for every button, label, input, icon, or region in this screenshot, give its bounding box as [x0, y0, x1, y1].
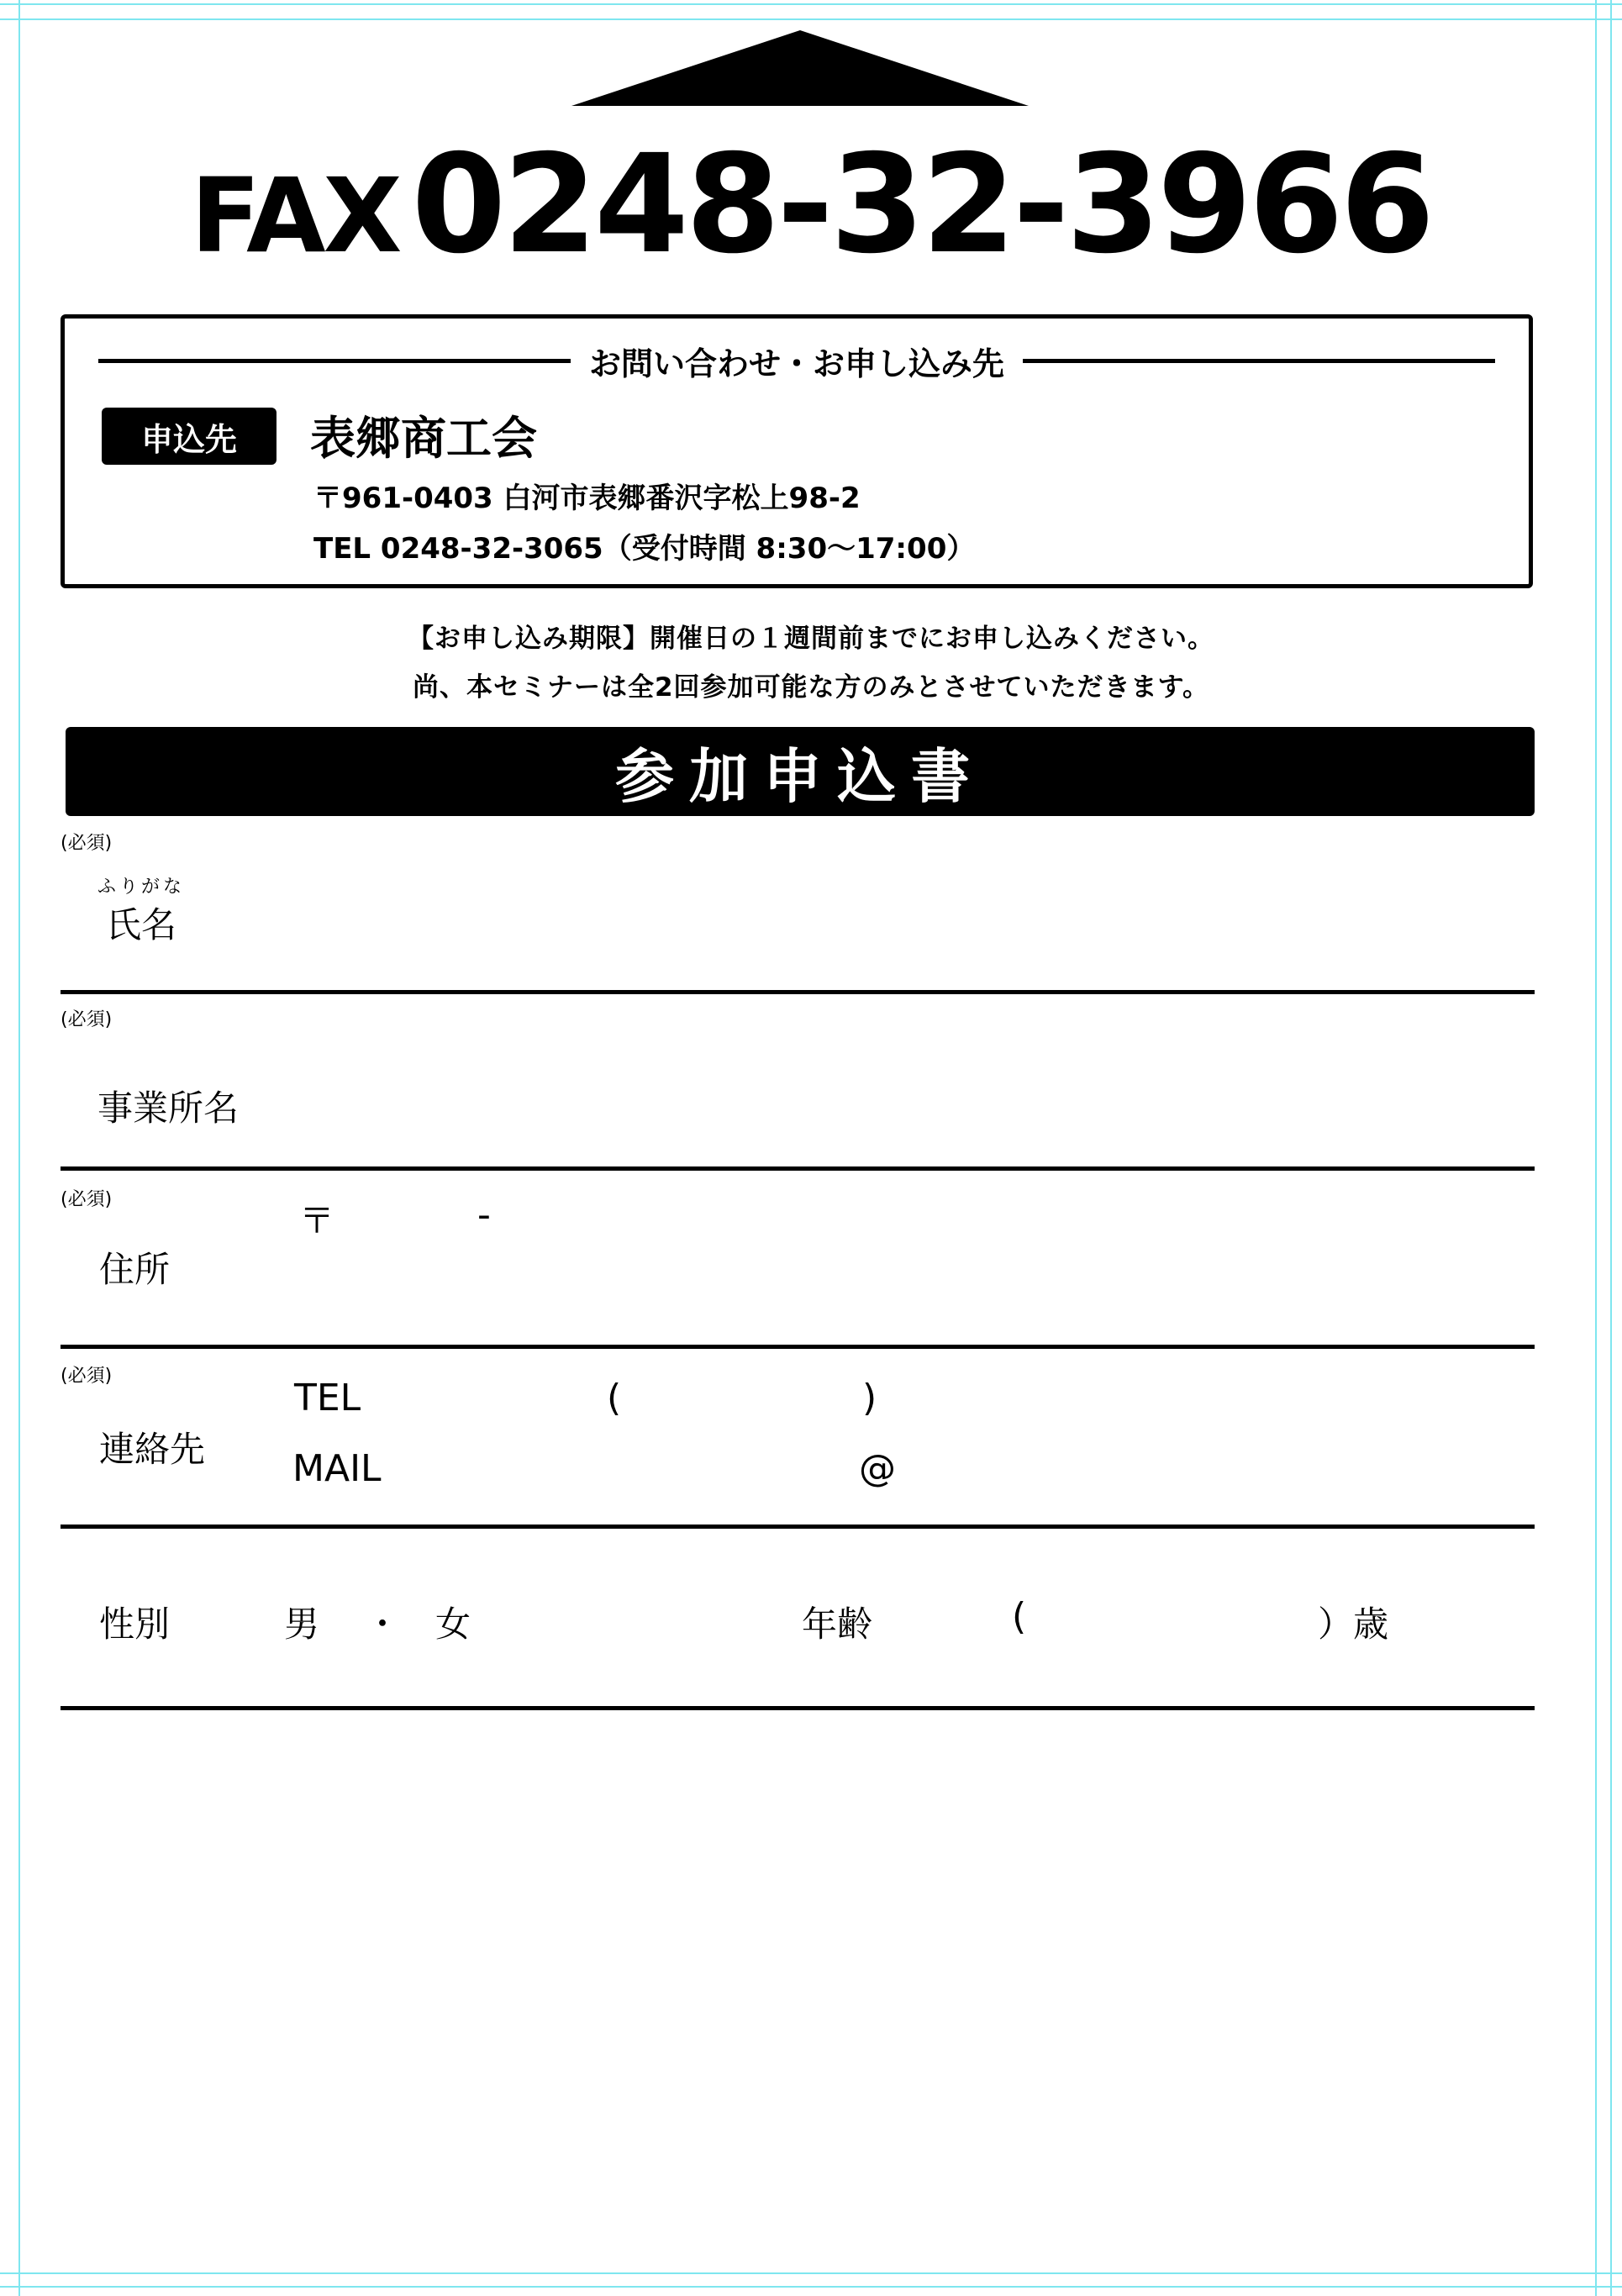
contact-box — [61, 314, 1533, 588]
address-field-line[interactable] — [61, 1345, 1535, 1349]
business-field-line[interactable] — [61, 1166, 1535, 1171]
guide-line — [1610, 0, 1612, 2296]
gender-label: 性別 — [99, 1604, 171, 1645]
postal-dash: - — [477, 1193, 491, 1236]
address-label: 住所 — [99, 1249, 171, 1290]
contact-title: お問い合わせ・お申し込み先 — [589, 345, 1005, 382]
name-ruby: ふりがな — [97, 877, 186, 898]
contact-label: 連絡先 — [99, 1429, 206, 1470]
up-arrow-icon — [571, 30, 1029, 106]
guide-line — [1595, 0, 1597, 2296]
age-suffix: ）歳 — [1318, 1604, 1389, 1645]
mail-label: MAIL — [292, 1447, 382, 1490]
organization-address: 〒961-0403 白河市表郷番沢字松上98-2 — [313, 482, 861, 515]
divider — [98, 359, 571, 363]
guide-line — [18, 0, 20, 2296]
name-label: 氏名 — [106, 904, 177, 945]
required-mark: (必須) — [61, 1189, 113, 1210]
guide-line — [0, 2272, 1622, 2274]
tel-label: TEL — [294, 1377, 361, 1419]
at-mark: @ — [859, 1447, 896, 1490]
age-label: 年齢 — [802, 1604, 873, 1645]
contact-field-line[interactable] — [61, 1525, 1535, 1529]
name-field-line[interactable] — [61, 990, 1535, 994]
organization-name: 表郷商工会 — [310, 412, 537, 465]
applicant-badge: 申込先 — [102, 408, 276, 465]
contact-title-row — [98, 337, 1495, 384]
fax-number: 0248-32-3966 — [411, 126, 1432, 284]
required-mark: (必須) — [61, 1366, 113, 1387]
gender-male-option[interactable]: 男 — [284, 1604, 320, 1645]
business-label: 事業所名 — [97, 1087, 240, 1129]
form-title: 参加申込書 — [66, 727, 1535, 816]
participation-notice: 尚、本セミナーは全2回参加可能な方のみとさせていただきます。 — [412, 672, 1210, 703]
organization-tel: TEL 0248-32-3065（受付時間 8:30〜17:00） — [313, 532, 976, 566]
tel-paren-open: ( — [607, 1377, 622, 1419]
divider — [1023, 359, 1495, 363]
gender-age-field-line[interactable] — [61, 1706, 1535, 1710]
guide-line — [0, 2286, 1622, 2288]
tel-paren-close: ) — [862, 1377, 877, 1419]
fax-header — [0, 126, 1622, 284]
required-mark: (必須) — [61, 1009, 113, 1030]
deadline-notice: 【お申し込み期限】開催日の１週間前までにお申し込みください。 — [408, 624, 1214, 654]
required-mark: (必須) — [61, 833, 113, 854]
guide-line — [0, 3, 1622, 5]
postal-mark: 〒 — [299, 1200, 335, 1241]
gender-separator: ・ — [365, 1604, 401, 1645]
fax-label: FAX — [190, 156, 400, 276]
gender-female-option[interactable]: 女 — [435, 1604, 471, 1645]
age-paren-open: ( — [1012, 1595, 1027, 1638]
guide-line — [0, 18, 1622, 20]
